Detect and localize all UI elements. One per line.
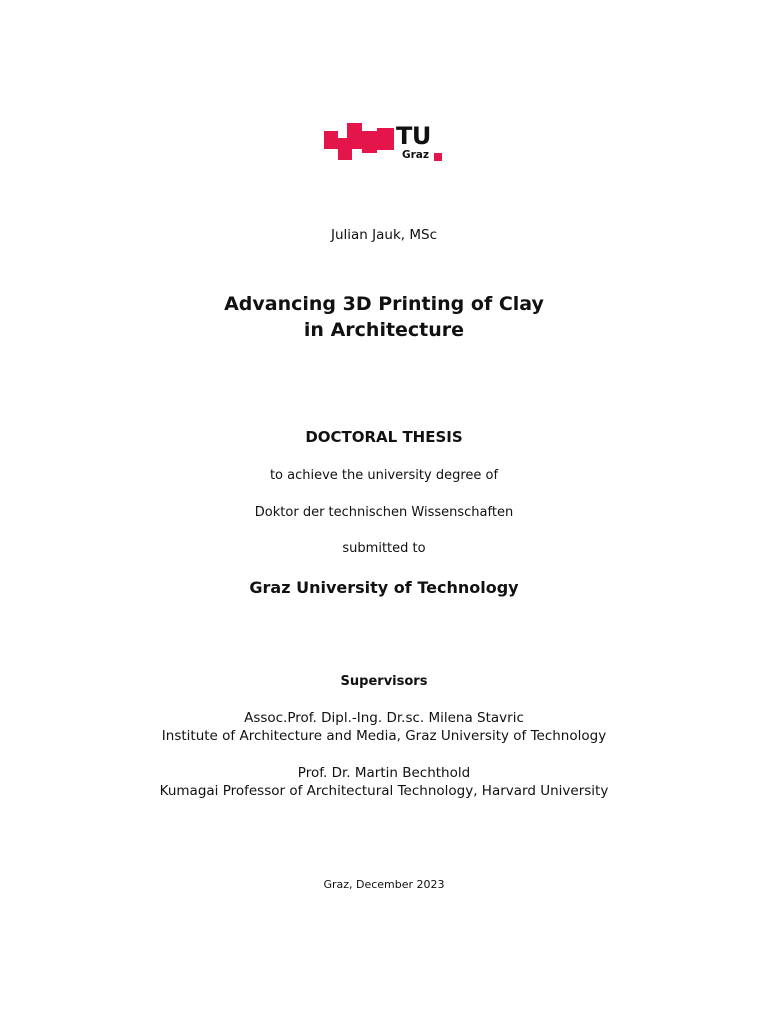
place-and-date: Graz, December 2023 [323,878,445,891]
university-name: Graz University of Technology [249,578,519,597]
logo-block [324,131,338,149]
thesis-title-line-1: Advancing 3D Printing of Clay [224,293,544,315]
supervisor-1-name: Assoc.Prof. Dipl.-Ing. Dr.sc. Milena Stavric [244,710,524,726]
supervisors-heading: Supervisors [340,674,428,689]
logo-block [362,131,377,153]
supervisor-2-affiliation: Kumagai Professor of Architectural Technology, Harvard University [159,783,609,799]
degree-purpose: to achieve the university degree of [269,468,499,483]
degree-name: Doktor der technischen Wissenschaften [254,505,514,520]
submitted-to-label: submitted to [342,541,426,556]
supervisor-2-name: Prof. Dr. Martin Bechthold [297,765,471,781]
document-type: DOCTORAL THESIS [305,428,463,446]
author-name: Julian Jauk, MSc [330,227,437,243]
logo-block [347,123,362,149]
supervisor-1-affiliation: Institute of Architecture and Media, Graz University of Technology [161,728,607,744]
thesis-title-line-2: in Architecture [303,319,465,341]
logo-wordmark: TU [396,122,431,150]
tu-graz-logo [324,120,444,162]
logo-block [377,128,394,150]
logo-subtext: Graz [402,149,429,161]
logo-block [434,153,442,161]
